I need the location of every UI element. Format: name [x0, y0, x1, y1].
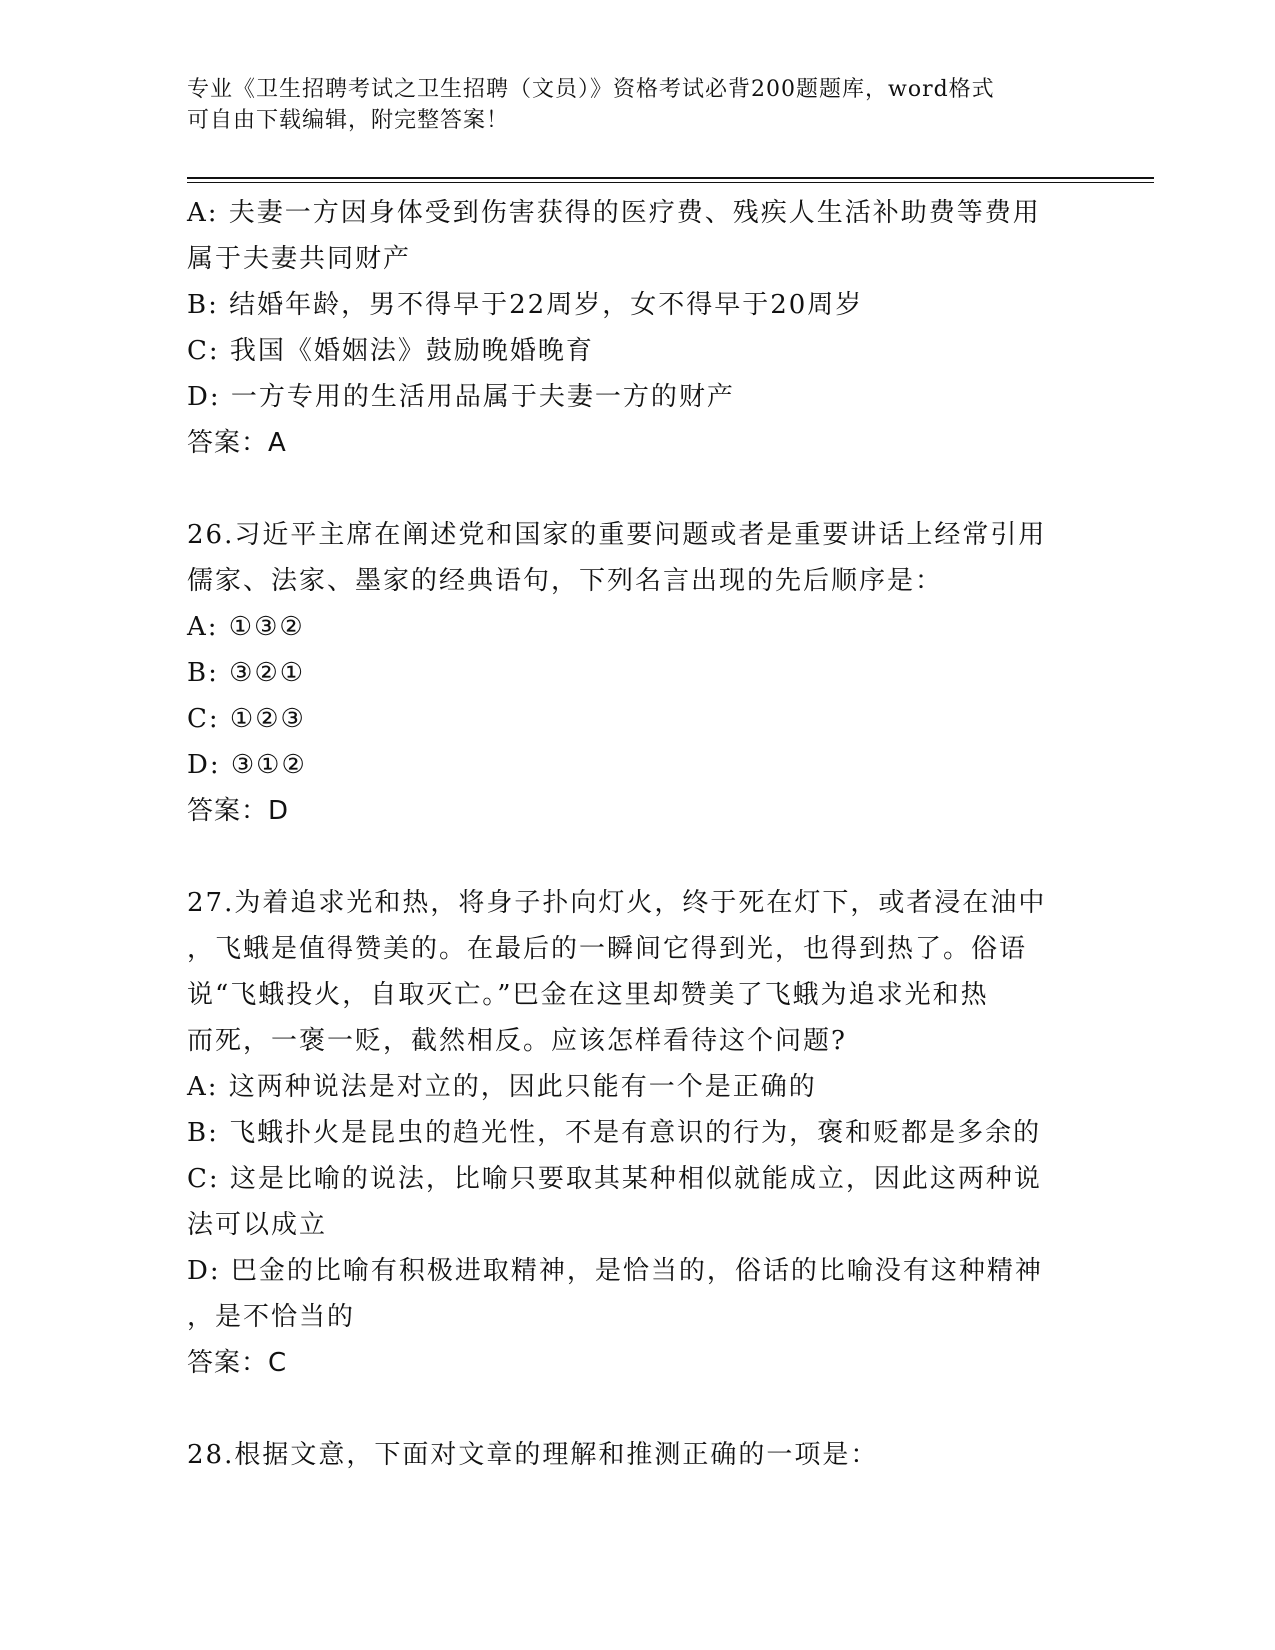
question-text-line: D: 巴金的比喻有积极进取精神，是恰当的，俗话的比喻没有这种精神: [187, 1256, 1043, 1286]
question-text-line: ，是不恰当的: [187, 1302, 356, 1332]
question-text-line: 27.为着追求光和热，将身子扑向灯火，终于死在灯下，或者浸在油中: [187, 888, 1047, 918]
question-text-line: ，飞蛾是值得赞美的。在最后的一瞬间它得到光，也得到热了。俗语: [187, 934, 1028, 964]
question-body: [187, 190, 1087, 1478]
header-rule-thin: [187, 182, 1154, 183]
question-text-line: B: 飞蛾扑火是昆虫的趋光性，不是有意识的行为，褒和贬都是多余的: [187, 1118, 1042, 1148]
question-text-line: 26.习近平主席在阐述党和国家的重要问题或者是重要讲话上经常引用: [187, 520, 1047, 550]
header-title-line-2: 可自由下载编辑，附完整答案！: [187, 108, 510, 133]
question-text-line: 儒家、法家、墨家的经典语句，下列名言出现的先后顺序是：: [187, 566, 944, 596]
header-title-line-1: 专业《卫生招聘考试之卫生招聘（文员）》资格考试必背200题题库，word格式: [187, 77, 995, 102]
question-text-line: 法可以成立: [187, 1210, 328, 1240]
question-text-line: 属于夫妻共同财产: [187, 244, 412, 274]
question-text-line: D: ③①②: [187, 750, 307, 780]
question-text-line: A: 夫妻一方因身体受到伤害获得的医疗费、残疾人生活补助费等费用: [187, 198, 1041, 228]
document-header: [187, 74, 1067, 136]
block-spacer: [187, 466, 1087, 512]
question-text-line: C: 这是比喻的说法，比喻只要取其某种相似就能成立，因此这两种说: [187, 1164, 1042, 1194]
answer-line: 答案：D: [187, 796, 290, 826]
question-text-line: A: ①③②: [187, 612, 305, 642]
question-text-line: C: ①②③: [187, 704, 306, 734]
question-text-line: B: 结婚年龄，男不得早于22周岁，女不得早于20周岁: [187, 290, 864, 320]
block-spacer: [187, 1386, 1087, 1432]
question-text-line: 28.根据文意，下面对文章的理解和推测正确的一项是：: [187, 1440, 879, 1470]
answer-line: 答案：A: [187, 428, 287, 458]
question-text-line: D: 一方专用的生活用品属于夫妻一方的财产: [187, 382, 735, 412]
question-text-line: B: ③②①: [187, 658, 306, 688]
answer-line: 答案：C: [187, 1348, 288, 1378]
question-text-line: A: 这两种说法是对立的，因此只能有一个是正确的: [187, 1072, 817, 1102]
question-text-line: C: 我国《婚姻法》鼓励晚婚晚育: [187, 336, 594, 366]
header-rule-thick: [187, 177, 1154, 179]
question-text-line: 说“飞蛾投火，自取灭亡。”巴金在这里却赞美了飞蛾为追求光和热: [187, 980, 989, 1010]
question-text-line: 而死，一褒一贬，截然相反。应该怎样看待这个问题?: [187, 1026, 847, 1056]
block-spacer: [187, 834, 1087, 880]
